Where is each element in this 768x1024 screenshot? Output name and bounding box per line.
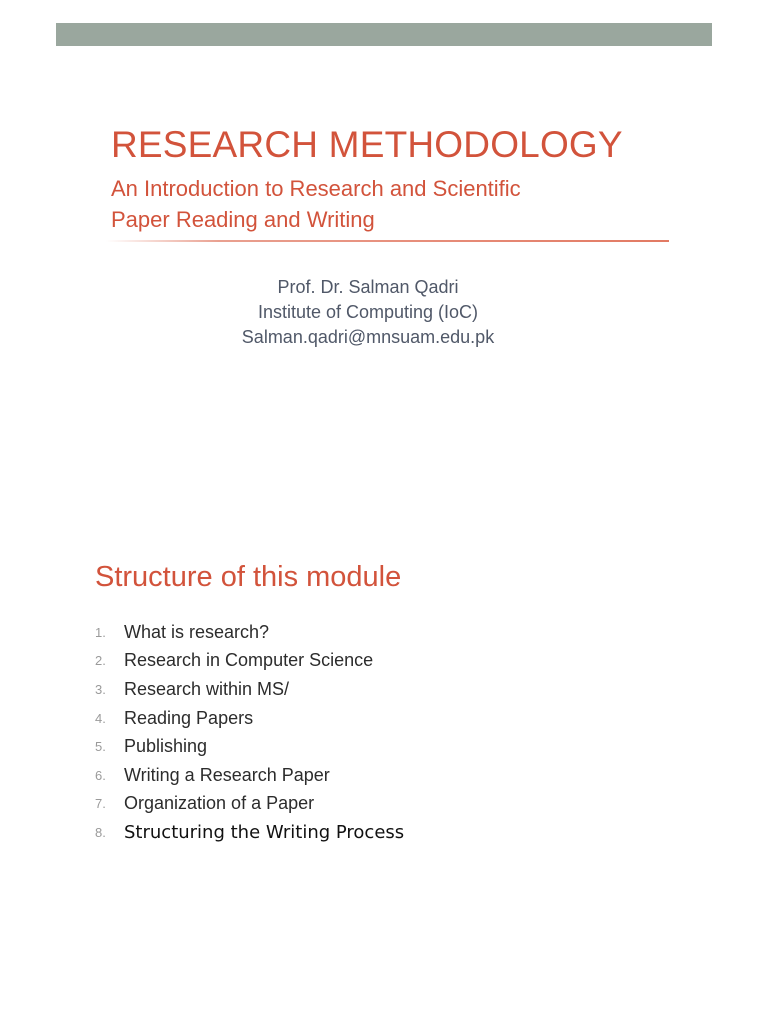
subtitle-line-1: An Introduction to Research and Scientific [111,176,521,201]
list-item-number: 7. [95,796,106,812]
list-item-text: Research within MS/ [124,678,290,699]
list-item-number: 2. [95,653,106,669]
list-item-text: Structuring the Writing Process [124,821,405,843]
list-item [95,790,404,819]
author-institute: Institute of Computing (IoC) [257,302,479,322]
list-item [95,647,404,676]
subtitle-line-2: Paper Reading and Writing [111,207,375,232]
list-item-number: 3. [95,681,106,697]
list-item [95,704,404,733]
list-item [95,675,404,704]
module-heading: Structure of this module [95,561,402,593]
list-item-text: Writing a Research Paper [124,764,330,785]
list-item [95,818,404,847]
list-item [95,618,404,647]
list-item-text: Reading Papers [124,707,254,728]
list-item-text: What is research? [124,621,270,642]
list-item-text: Organization of a Paper [124,793,315,814]
document-subtitle [111,173,521,235]
author-name: Prof. Dr. Salman Qadri [277,277,459,297]
topic-list [95,618,404,847]
title-divider [106,240,669,242]
document-title: RESEARCH METHODOLOGY [111,124,623,165]
list-item [95,732,404,761]
list-item-number: 4. [95,710,106,726]
top-decorative-bar [56,23,712,46]
list-item-number: 6. [95,767,106,783]
author-email: Salman.qadri@mnsuam.edu.pk [241,327,495,347]
list-item-text: Research in Computer Science [124,650,374,671]
list-item [95,761,404,790]
list-item-text: Publishing [124,736,208,757]
list-item-number: 1. [95,624,106,640]
author-info [168,275,568,350]
list-item-number: 5. [95,739,106,755]
list-item-number: 8. [95,824,106,840]
